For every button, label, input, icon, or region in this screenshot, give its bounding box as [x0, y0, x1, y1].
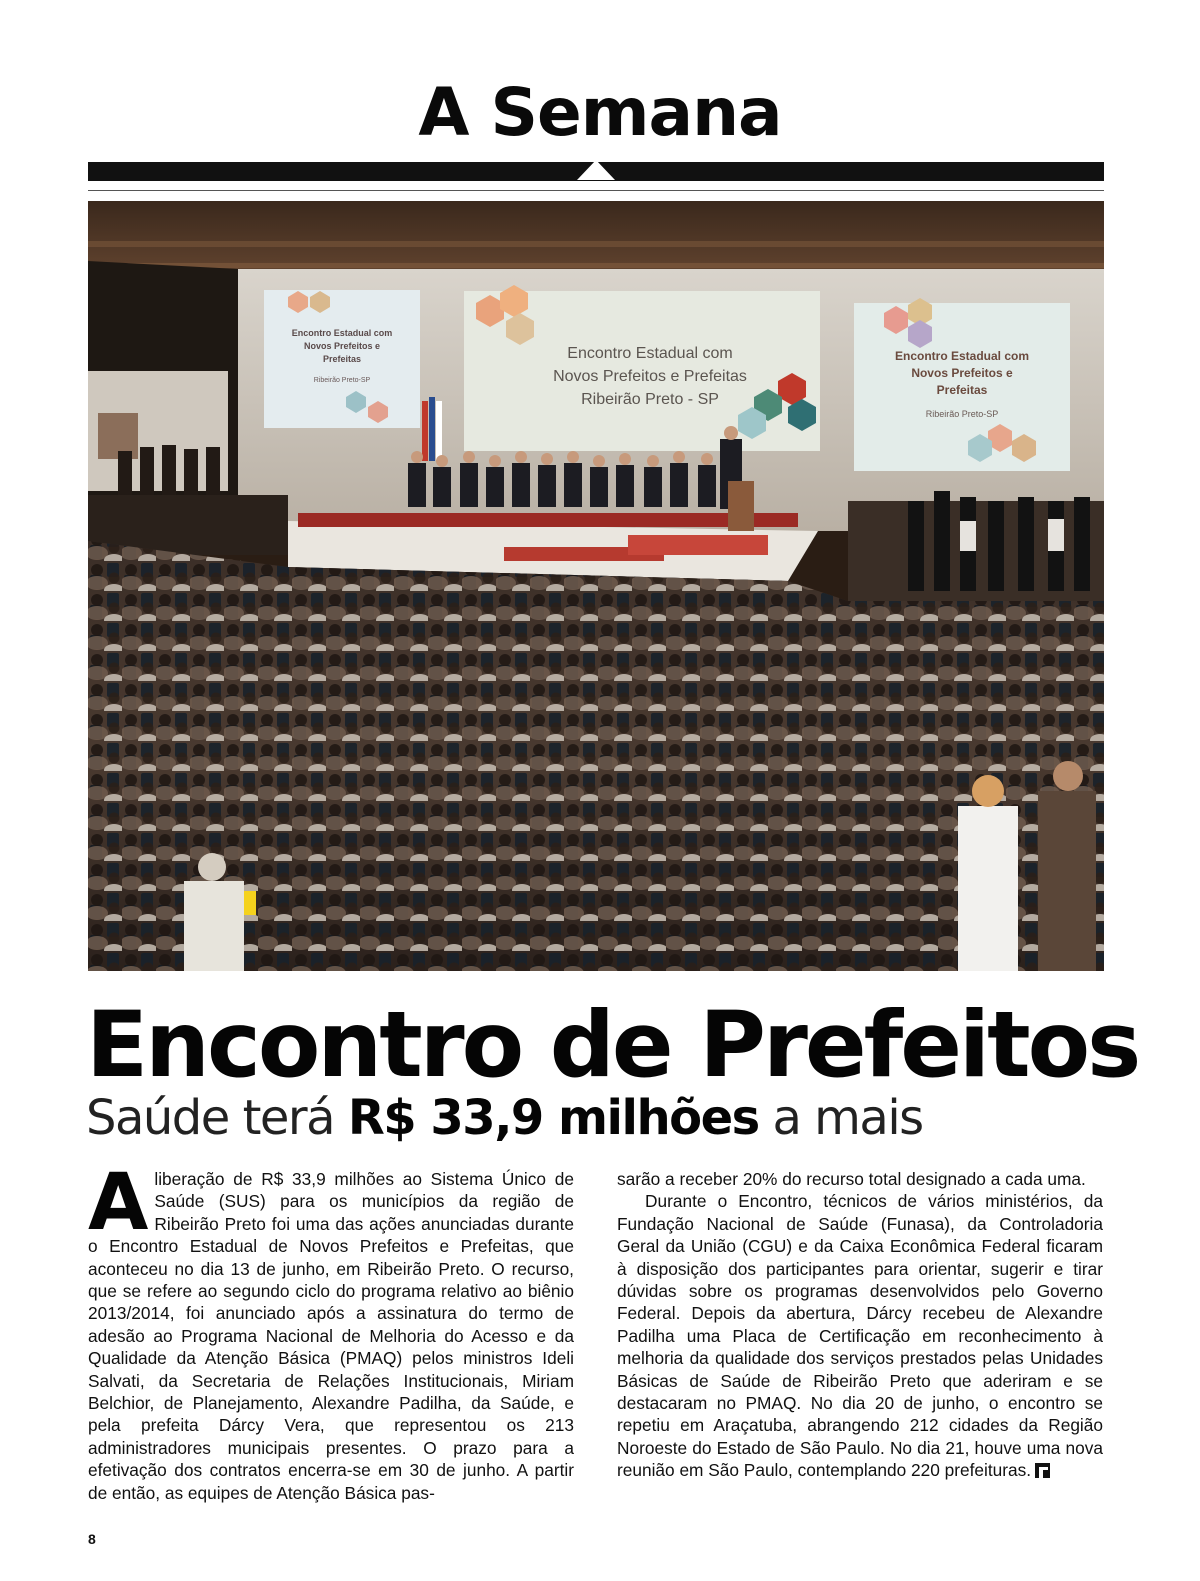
right-screen-line-4: Ribeirão Preto-SP — [925, 409, 999, 419]
article-column-left — [88, 1158, 574, 1504]
right-screen-line-1: Encontro Estadual com — [894, 349, 1030, 363]
header-rule-thin — [88, 190, 1104, 191]
subhead-amount: R$ 33,9 milhões — [347, 1090, 759, 1146]
left-screen-line-1: Encontro Estadual com — [291, 328, 393, 338]
section-title: A Semana — [418, 74, 782, 151]
subhead-pre: Saúde terá — [86, 1090, 348, 1146]
column-right-paragraph-1: sarão a receber 20% do recurso total designado a cada uma. — [617, 1169, 1086, 1189]
end-mark-icon — [1035, 1463, 1050, 1478]
column-right-paragraph-2-text: Durante o Encontro, técnicos de vários ministérios, da Fundação Nacional de Saúde (Funasa), da Controladoria Geral da União (CGU) e da Caixa Econômica Federal ficaram à disposição dos participantes para orientar, sugerir e tirar dúvidas sobre os programas desenvolvidos pelo Governo Federal. Depois da abertura, Dárcy recebeu de Alexandre Padilha uma Placa de Certificação em reconhecimento à melhoria da qualidade dos serviços prestados pelas Unidades Básicas de Saúde de Ribeirão Preto que aderiram e se destacaram no PMAQ. No dia 20 de junho, o encontro se repetiu em Araçatuba, abrangendo 212 cidades da Região Noroeste do Estado de São Paulo. No dia 21, houve uma nova reunião em São Paulo, contemplando 220 prefeituras. — [617, 1191, 1103, 1481]
left-screen-line-2: Novos Prefeitos e — [303, 341, 381, 351]
center-screen-line-1: Encontro Estadual com — [567, 345, 733, 362]
left-screen-line-4: Ribeirão Preto-SP — [313, 377, 371, 384]
article-subhead — [86, 1090, 1116, 1146]
subhead-post: a mais — [758, 1090, 923, 1146]
center-screen-line-3: Ribeirão Preto - SP — [581, 391, 719, 408]
event-photo-illustration — [88, 201, 1104, 971]
article-column-right — [617, 1168, 1103, 1482]
center-screen-line-2: Novos Prefeitos e Prefeitas — [553, 368, 747, 385]
column-right-paragraph-2 — [617, 1190, 1103, 1481]
right-screen-line-2: Novos Prefeitos e — [911, 366, 1013, 380]
article-headline: Encontro de Prefeitos — [86, 993, 1139, 1098]
right-screen-line-3: Prefeitas — [936, 383, 988, 397]
left-screen-line-3: Prefeitas — [322, 354, 362, 364]
event-photo — [88, 201, 1104, 971]
header-rule-notch — [577, 160, 615, 180]
center-screen-text — [553, 345, 747, 408]
page-number: 8 — [88, 1531, 96, 1547]
column-left-text: liberação de R$ 33,9 milhões ao Sistema Único de Saúde (SUS) para os municípios da região de Ribeirão Preto foi uma das ações anunciadas durante o Encontro Estadual de Novos Prefeitos e Prefeitas, que aconteceu no dia 13 de junho, em Ribeirão Preto. O recurso, que se refere ao segundo ciclo do programa relativo ao biênio 2013/2014, foi anunciado após a assinatura do termo de adesão ao Programa Nacional de Melhoria do Acesso e da Qualidade da Atenção Básica (PMAQ) pelos ministros Ideli Salvati, da Secretaria de Relações Institucionais, Miriam Belchior, de Planejamento, Alexandre Padilha, da Saúde, e pela prefeita Dárcy Vera, que representou os 213 administradores municipais presentes. O prazo para a efetivação dos contratos encerra-se em 30 de junho. A partir de então, as equipes de Atenção Básica pas- — [88, 1169, 574, 1503]
drop-cap: A — [88, 1158, 149, 1248]
